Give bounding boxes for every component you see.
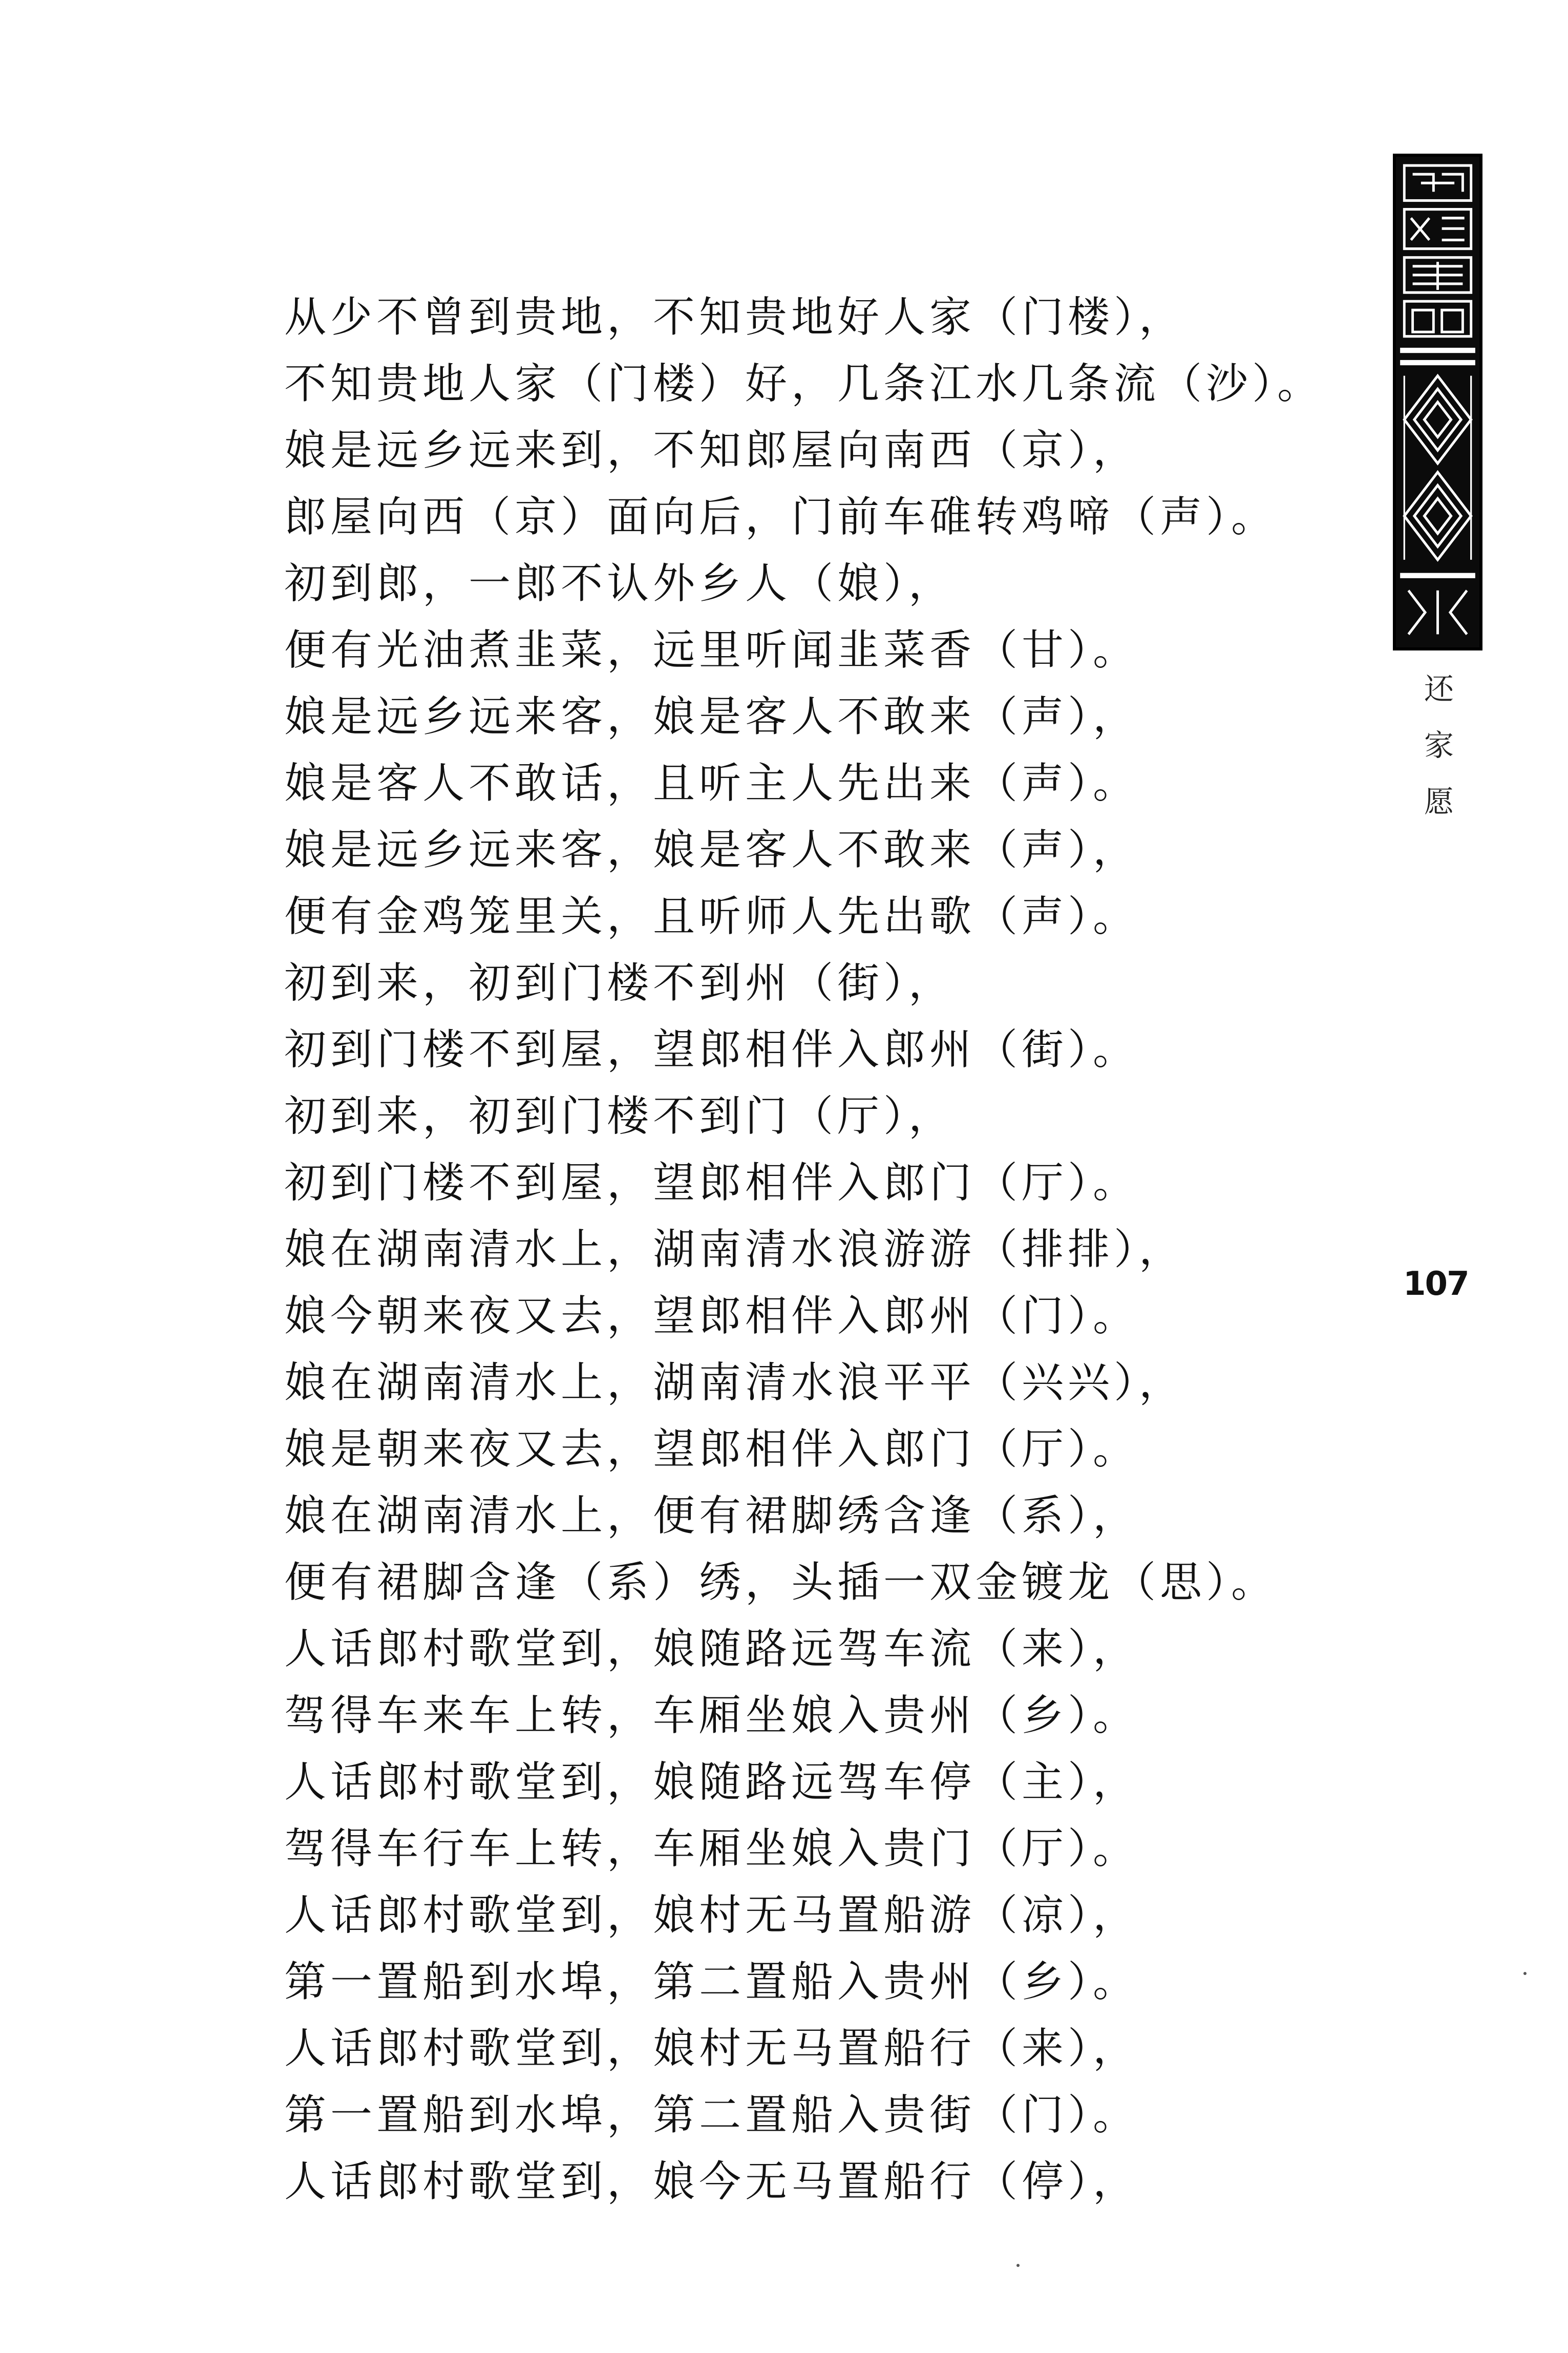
- verse-line: 娘是远乡远来客，娘是客人不敢来（声），: [284, 826, 1139, 874]
- verse-line: 娘在湖南清水上，便有裙脚绣含逢（系），: [284, 1491, 1139, 1540]
- verse-line: 娘在湖南清水上，湖南清水浪游游（排排），: [284, 1225, 1185, 1274]
- verse-line: 初到门楼不到屋，望郎相伴入郎门（厅）。: [284, 1159, 1139, 1207]
- verse-line: 娘在湖南清水上，湖南清水浪平平（兴兴），: [284, 1358, 1185, 1407]
- verse-line: 驾得车来车上转，车厢坐娘入贵州（乡）。: [284, 1691, 1139, 1740]
- scan-speck: [1523, 1972, 1527, 1975]
- verse-line: 第一置船到水埠，第二置船入贵街（门）。: [284, 2091, 1139, 2139]
- section-title-char: 还: [1424, 671, 1454, 706]
- verse-line: 便有光油煮韭菜，远里听闻韭菜香（甘）。: [284, 626, 1139, 675]
- section-title: [1411, 661, 1467, 830]
- scan-speck: [1016, 2264, 1020, 2267]
- verse-line: 娘是远乡远来到，不知郎屋向南西（京），: [284, 426, 1139, 475]
- verse-line: 初到门楼不到屋，望郎相伴入郎州（街）。: [284, 1025, 1139, 1074]
- page-number: 107: [1403, 1265, 1469, 1303]
- verse-line: 人话郎村歌堂到，娘随路远驾车流（来），: [284, 1625, 1139, 1673]
- verse-line: 人话郎村歌堂到，娘村无马置船行（来），: [284, 2024, 1139, 2073]
- verse-line: 便有金鸡笼里关，且听师人先出歌（声）。: [284, 892, 1139, 941]
- decorative-border-pattern-icon: [1393, 154, 1482, 650]
- verse-line: 人话郎村歌堂到，娘随路远驾车停（主），: [284, 1758, 1139, 1806]
- verse-line: 初到来，初到门楼不到门（厅），: [284, 1092, 955, 1141]
- verse-line: 便有裙脚含逢（系）绣，头插一双金镀龙（思）。: [284, 1558, 1278, 1607]
- verse-line: 初到来，初到门楼不到州（街），: [284, 959, 955, 1007]
- section-title-char: 愿: [1424, 784, 1454, 819]
- verse-line: 不知贵地人家（门楼）好，几条江水几条流（沙）。: [284, 360, 1324, 408]
- verse-line: 初到郎，一郎不认外乡人（娘），: [284, 559, 955, 608]
- verse-line: 娘是远乡远来客，娘是客人不敢来（声），: [284, 692, 1139, 741]
- verse-line: 第一置船到水埠，第二置船入贵州（乡）。: [284, 1958, 1139, 2006]
- verse-line: 娘是朝来夜又去，望郎相伴入郎门（厅）。: [284, 1425, 1139, 1474]
- verse-line: 郎屋向西（京）面向后，门前车碓转鸡啼（声）。: [284, 493, 1278, 541]
- verse-line: 娘是客人不敢话，且听主人先出来（声）。: [284, 759, 1139, 808]
- verse-line: 娘今朝来夜又去，望郎相伴入郎州（门）。: [284, 1292, 1139, 1340]
- verse-line: 驾得车行车上转，车厢坐娘入贵门（厅）。: [284, 1824, 1139, 1873]
- section-title-char: 家: [1424, 728, 1454, 763]
- verse-line: 人话郎村歌堂到，娘村无马置船游（凉），: [284, 1891, 1139, 1940]
- verse-line: 从少不曾到贵地，不知贵地好人家（门楼），: [284, 293, 1185, 342]
- verse-line: 人话郎村歌堂到，娘今无马置船行（停），: [284, 2157, 1139, 2206]
- verse-text-block: [284, 284, 1385, 2215]
